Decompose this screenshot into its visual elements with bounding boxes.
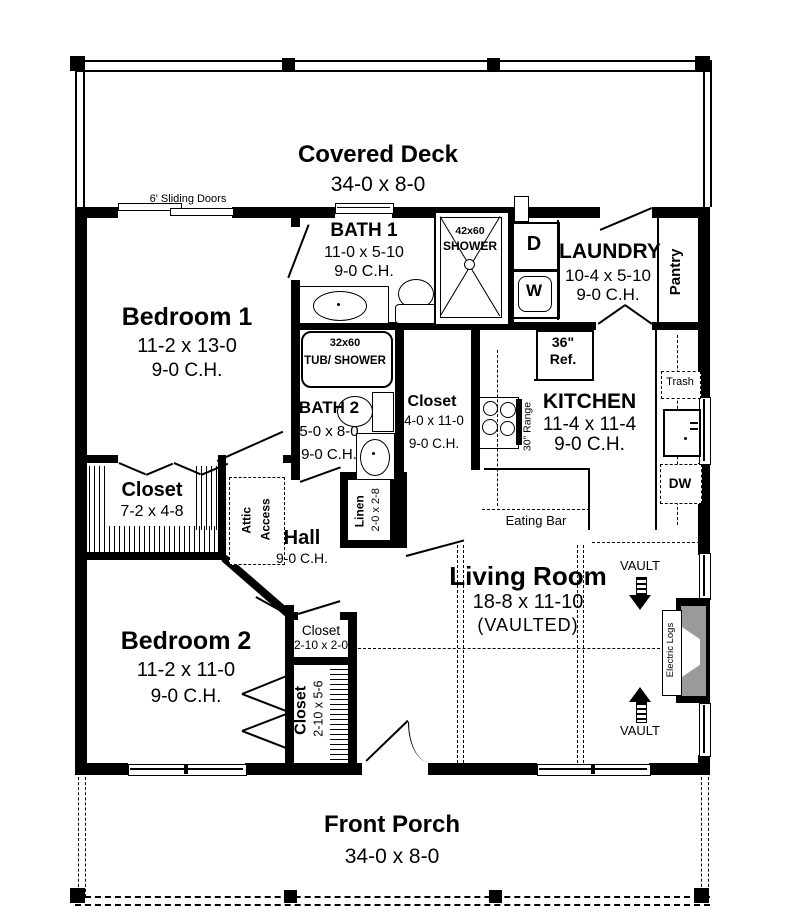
- porch-post: [694, 888, 709, 903]
- small-closet-dims: 2-10 x 2-0: [293, 638, 349, 652]
- bath2-sink-drain: [372, 452, 375, 455]
- porch-rail: [85, 777, 86, 897]
- washer-label: W: [525, 281, 543, 300]
- wall: [698, 207, 710, 397]
- bath2-toilet-tank: [372, 392, 394, 432]
- deck-rail: [83, 60, 85, 207]
- eating-bar-line: [482, 509, 590, 510]
- sliding-door-panel: [170, 208, 234, 216]
- deck-rail: [710, 60, 712, 207]
- bath1-dims: 11-0 x 5-10: [324, 244, 404, 261]
- vault-label-bottom: VAULT: [620, 723, 660, 738]
- closet-hatch: [89, 526, 218, 552]
- deck-post: [487, 58, 500, 71]
- window-line: [337, 207, 390, 208]
- window-line: [703, 705, 705, 753]
- deck-post: [282, 58, 295, 71]
- bedroom2-label: Bedroom 2: [120, 627, 252, 655]
- bedroom1-dims: 11-2 x 13-0: [137, 335, 237, 357]
- hall-ceiling: 9-0 C.H.: [275, 550, 329, 566]
- burner: [500, 402, 516, 418]
- vault-label-top: VAULT: [620, 558, 660, 573]
- wall-linen: [340, 540, 407, 548]
- bedroom1-door-leaf: [217, 431, 283, 462]
- front-porch-label: Front Porch: [324, 811, 460, 838]
- bath1-ceiling: 9-0 C.H.: [334, 263, 394, 280]
- bifold-door: [242, 711, 291, 731]
- bedroom2-closet-label: Closet: [292, 685, 310, 735]
- bifold-door: [146, 463, 173, 476]
- living-room-label: Living Room: [449, 561, 607, 591]
- wall: [698, 755, 710, 775]
- bath2-label: BATH 2: [298, 398, 360, 417]
- covered-deck-label: Covered Deck: [297, 141, 459, 168]
- dishwasher-label: DW: [668, 476, 692, 491]
- closet-hatch: [196, 466, 218, 530]
- bifold-door: [242, 730, 290, 750]
- counter-edge: [484, 468, 590, 470]
- counter-edge: [534, 379, 592, 381]
- hall-closet-ceiling: 9-0 C.H.: [408, 436, 460, 451]
- wall: [291, 472, 300, 480]
- small-closet-label: Closet: [301, 623, 341, 638]
- covered-deck-dims: 34-0 x 8-0: [330, 173, 426, 196]
- window: [699, 553, 711, 600]
- electric-logs-label: Electric Logs: [665, 622, 677, 678]
- porch-post: [284, 890, 297, 903]
- trash-label: Trash: [666, 376, 694, 388]
- laundry-ceiling: 9-0 C.H.: [576, 285, 640, 304]
- sink-drain: [684, 437, 687, 440]
- burner: [500, 421, 515, 436]
- bedroom2-closet-dims: 2-10 x 5-6: [311, 680, 326, 737]
- wall-closet: [87, 552, 226, 560]
- bifold-door: [598, 304, 626, 324]
- sliding-doors-label: 6' Sliding Doors: [149, 193, 227, 205]
- ref-label: Ref.: [549, 351, 577, 367]
- wall: [245, 763, 362, 775]
- laundry-label: LAUNDRY: [559, 240, 661, 263]
- porch-rail: [78, 777, 79, 897]
- living-room-dims: 18-8 x 11-10: [472, 591, 584, 613]
- porch-rail: [701, 777, 702, 897]
- wall-closet: [340, 612, 357, 620]
- porch-post: [489, 890, 502, 903]
- counter-centerline: [497, 350, 498, 506]
- range-label: 30" Range: [521, 401, 534, 452]
- burner: [482, 419, 498, 435]
- bedroom1-closet-label: Closet: [121, 479, 183, 501]
- porch-rail: [708, 777, 709, 897]
- hall-closet-dims: 4-0 x 11-0: [404, 413, 464, 428]
- faucet: [690, 428, 698, 430]
- porch-post: [70, 888, 85, 903]
- shower-drain: [464, 259, 475, 270]
- wall-closet: [285, 657, 357, 665]
- closet-hatch: [89, 466, 109, 530]
- dryer-label: D: [526, 233, 542, 255]
- deck-post: [695, 56, 710, 71]
- deck-post: [70, 56, 85, 71]
- attic-access-label: Attic: [239, 506, 254, 534]
- ceiling-line: [592, 542, 700, 543]
- window-mullion: [591, 764, 595, 774]
- front-porch-dims: 34-0 x 8-0: [344, 845, 440, 868]
- shower-label: SHOWER: [443, 239, 497, 253]
- door-frame: [514, 196, 529, 222]
- porch-rail: [75, 904, 710, 906]
- ceiling-line: [358, 648, 700, 649]
- kitchen-ceiling: 9-0 C.H.: [554, 434, 625, 455]
- laundry-dims: 10-4 x 5-10: [565, 266, 651, 285]
- bifold-door: [625, 304, 653, 324]
- hall-closet-door-leaf: [406, 539, 464, 556]
- living-room-vaulted: (VAULTED): [477, 615, 579, 635]
- faucet: [690, 422, 698, 424]
- window-line: [703, 555, 705, 596]
- bath2-ceiling: 9-0 C.H.: [301, 446, 357, 463]
- vault-arrow-up-icon: [629, 687, 651, 702]
- window: [335, 203, 394, 214]
- attic-access-label2: Access: [258, 498, 273, 541]
- bath1-sink: [313, 291, 367, 321]
- wall: [428, 763, 537, 775]
- bath2-door-leaf: [300, 466, 341, 482]
- small-closet-door-leaf: [298, 600, 341, 614]
- deck-rail: [75, 60, 77, 207]
- hall-label: Hall: [283, 527, 321, 549]
- wall-closet: [348, 612, 357, 763]
- burner: [483, 401, 498, 416]
- wall-closet: [87, 455, 118, 463]
- bath2-dims: 5-0 x 8-0: [299, 423, 359, 440]
- wall-closet: [218, 455, 226, 560]
- wall: [652, 322, 710, 330]
- wall: [291, 207, 300, 227]
- counter-edge: [588, 468, 590, 530]
- window-mullion: [184, 764, 188, 774]
- pantry-label: Pantry: [667, 248, 685, 296]
- wall-linen: [340, 480, 348, 542]
- closet-hatch: [330, 665, 348, 760]
- porch-rail: [75, 896, 710, 898]
- bath1-label: BATH 1: [330, 220, 398, 241]
- front-door-arc: [408, 722, 429, 762]
- linen-dims: 2-0 x 2-8: [370, 488, 383, 532]
- shower-size-label: 42x60: [455, 225, 485, 237]
- bedroom2-ceiling: 9-0 C.H.: [150, 686, 222, 707]
- wall: [232, 207, 335, 218]
- front-door-leaf: [365, 720, 408, 761]
- kitchen-label: KITCHEN: [542, 390, 637, 413]
- bedroom1-ceiling: 9-0 C.H.: [151, 360, 223, 381]
- laundry-door-leaf: [600, 207, 652, 230]
- wall: [390, 480, 407, 547]
- window-line: [703, 399, 705, 461]
- bath1-sink-drain: [337, 303, 340, 306]
- kitchen-sink: [663, 409, 701, 457]
- bedroom2-dims: 11-2 x 11-0: [136, 659, 236, 681]
- kitchen-dims: 11-4 x 11-4: [542, 414, 637, 435]
- tub-size-label: 32x60: [329, 337, 361, 349]
- hall-closet-label: Closet: [407, 393, 457, 410]
- deck-rail: [75, 60, 712, 62]
- ref-size-label: 36": [551, 334, 575, 350]
- vault-arrow-shaft: [636, 702, 647, 723]
- tub-label: TUB/ SHOWER: [304, 355, 386, 367]
- eating-bar-label: Eating Bar: [505, 513, 567, 528]
- bedroom1-label: Bedroom 1: [121, 303, 253, 331]
- linen-label: Linen: [352, 495, 367, 528]
- bath1-toilet-base: [395, 304, 437, 324]
- window: [699, 703, 711, 757]
- bifold-door: [119, 462, 146, 475]
- deck-rail: [703, 60, 705, 207]
- deck-rail: [75, 70, 712, 72]
- bedroom1-closet-dims: 7-2 x 4-8: [120, 503, 184, 520]
